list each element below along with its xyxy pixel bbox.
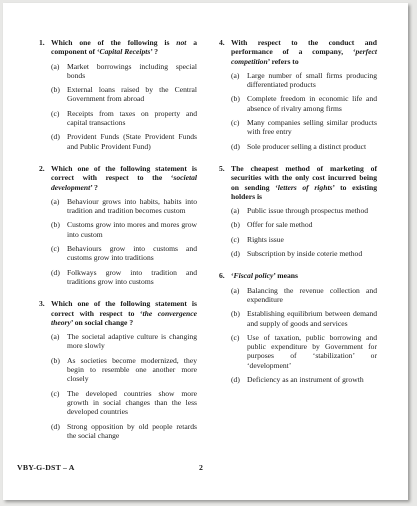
question-number: 5. (219, 163, 225, 173)
option-label: (b) (231, 220, 240, 230)
question-stem (219, 271, 377, 280)
question-number: 4. (219, 38, 225, 47)
option-label: (c) (231, 118, 240, 128)
question-stem (39, 299, 197, 327)
answer-option (39, 109, 197, 128)
option-label: (c) (231, 234, 240, 244)
answer-option (219, 94, 377, 113)
emphasized-term: perfect competition (231, 47, 377, 66)
paper-code: VBY-G-DST – A (17, 463, 75, 472)
option-text: Balancing the revenue collection and expenditure (247, 285, 377, 304)
option-text: The developed countries show more growth in social changes than the less developed countries (67, 388, 197, 417)
emphasized-term: letters of rights (277, 182, 333, 192)
answer-option (39, 62, 197, 81)
answer-option (39, 389, 197, 417)
question-number: 3. (39, 299, 45, 309)
option-label: (d) (231, 141, 240, 151)
option-text: Behaviours grow into customs and customs grow into traditions (67, 244, 197, 263)
emphasized-term: the convergence theory (51, 308, 197, 327)
question-stem (39, 38, 197, 57)
option-text: Offer for sale method (247, 220, 313, 230)
option-text: Large number of small firms producing differentiated products (247, 70, 377, 90)
question-text-segment: Which one of the following statement is correct with respect to ‘ (51, 299, 197, 318)
option-text: Market borrowings including special bonds (67, 61, 197, 80)
question-1 (39, 38, 197, 151)
option-text: Subscription by inside coterie method (247, 249, 363, 259)
option-label: (b) (51, 220, 60, 230)
question-4 (219, 38, 377, 151)
answer-option (39, 332, 197, 351)
emphasized-term: not (176, 38, 187, 47)
option-label: (a) (231, 285, 240, 295)
option-text: As societies become modernized, they begin to resemble one another more closely (67, 355, 197, 384)
answer-option (219, 249, 377, 258)
answer-option (39, 244, 197, 263)
answer-option (219, 235, 377, 244)
question-text (231, 164, 377, 201)
option-text: Provident Funds (State Provident Funds and Public Provident Fund) (67, 132, 197, 151)
answer-option (219, 118, 377, 137)
option-label: (a) (51, 61, 60, 71)
question-text-segment: Which one of the following statement is correct with respect to the ‘ (51, 163, 197, 183)
option-label: (b) (51, 85, 60, 95)
answer-option (219, 71, 377, 90)
question-text-segment: ’ ? (90, 182, 98, 192)
option-text: Complete freedom in economic life and absence of rivalry among firms (247, 94, 377, 113)
option-text: Use of taxation, public borrowing and public expenditure by Government for purposes of ‘stabilization’ or ‘development’ (247, 332, 377, 370)
option-label: (b) (51, 355, 60, 365)
question-text (51, 299, 197, 327)
option-label: (b) (231, 309, 240, 319)
option-text: Customs grow into mores and mores grow into custom (67, 220, 197, 239)
question-2 (39, 164, 197, 286)
question-text (231, 271, 377, 280)
question-text-segment: ’ refers to (267, 56, 299, 66)
emphasized-term: Fiscal policy (233, 271, 274, 281)
question-3 (39, 299, 197, 440)
option-label: (a) (51, 332, 60, 342)
answer-option (219, 286, 377, 305)
option-label: (d) (51, 421, 60, 431)
option-label: (a) (51, 196, 60, 206)
question-number: 1. (39, 38, 45, 47)
page-number: 2 (199, 463, 203, 472)
option-text: Strong opposition by old people retards the social change (67, 421, 197, 440)
right-column (219, 38, 377, 397)
question-text-segment: The cheapest method of marketing of securities with the only cost incurred being on sending ‘ (231, 163, 377, 192)
option-text: The societal adaptive culture is changing more slowly (67, 332, 197, 351)
option-text: Folkways grow into tradition and traditions grow into customs (67, 267, 197, 286)
option-label: (a) (231, 70, 240, 80)
option-label: (d) (51, 132, 60, 142)
left-column (39, 38, 197, 453)
option-label: (c) (231, 332, 240, 342)
option-label: (c) (51, 244, 60, 254)
option-text: Establishing equilibrium between demand and supply of goods and services (247, 309, 377, 328)
option-text: Sole producer selling a distinct product (247, 141, 367, 151)
answer-option (39, 197, 197, 216)
question-stem (219, 38, 377, 66)
question-number: 6. (219, 271, 225, 281)
question-text (51, 38, 197, 57)
question-text-segment: ‘ (231, 271, 234, 281)
question-5 (219, 164, 377, 258)
emphasized-term: Capital Receipts (99, 47, 151, 57)
option-text: Public issue through prospectus method (247, 206, 369, 216)
answer-option (219, 333, 377, 370)
option-label: (d) (231, 375, 240, 385)
option-label: (b) (231, 94, 240, 104)
answer-option (39, 132, 197, 151)
answer-option (219, 220, 377, 229)
question-text-segment: ’ on social change ? (70, 317, 134, 327)
answer-option (219, 309, 377, 328)
option-text: Many companies selling similar products with free entry (247, 118, 377, 137)
question-text (51, 164, 197, 192)
question-text-segment: a component of ‘ (51, 38, 197, 57)
question-stem (39, 164, 197, 192)
option-text: Receipts from taxes on property and capital transactions (67, 108, 197, 128)
option-text: Behaviour grows into habits, habits into tradition and tradition becomes custom (67, 196, 197, 216)
answer-option (39, 85, 197, 104)
question-text-segment: ’ ? (150, 47, 159, 57)
option-text: Rights issue (247, 234, 284, 244)
question-text-segment: ’ means (273, 271, 298, 281)
answer-option (39, 220, 197, 239)
option-label: (d) (231, 249, 240, 259)
option-text: External loans raised by the Central Government from abroad (67, 85, 197, 104)
question-stem (219, 164, 377, 201)
option-label: (c) (51, 388, 60, 398)
option-label: (c) (51, 108, 60, 118)
question-text-segment: Which one of the following is (51, 38, 177, 47)
question-text-segment: ’ to existing holders is (231, 182, 377, 201)
question-text-segment: With respect to the conduct and performance of a company, ‘ (231, 38, 377, 57)
exam-page (3, 3, 408, 500)
option-text: Deficiency as an instrument of growth (247, 375, 364, 385)
option-label: (a) (231, 206, 240, 216)
answer-option (39, 422, 197, 441)
question-6 (219, 271, 377, 384)
emphasized-term: societal development (51, 173, 197, 192)
answer-option (219, 206, 377, 215)
answer-option (219, 375, 377, 384)
answer-option (39, 268, 197, 287)
question-number: 2. (39, 163, 45, 173)
question-text (231, 38, 377, 66)
answer-option (219, 142, 377, 151)
answer-option (39, 356, 197, 384)
option-label: (d) (51, 267, 60, 277)
